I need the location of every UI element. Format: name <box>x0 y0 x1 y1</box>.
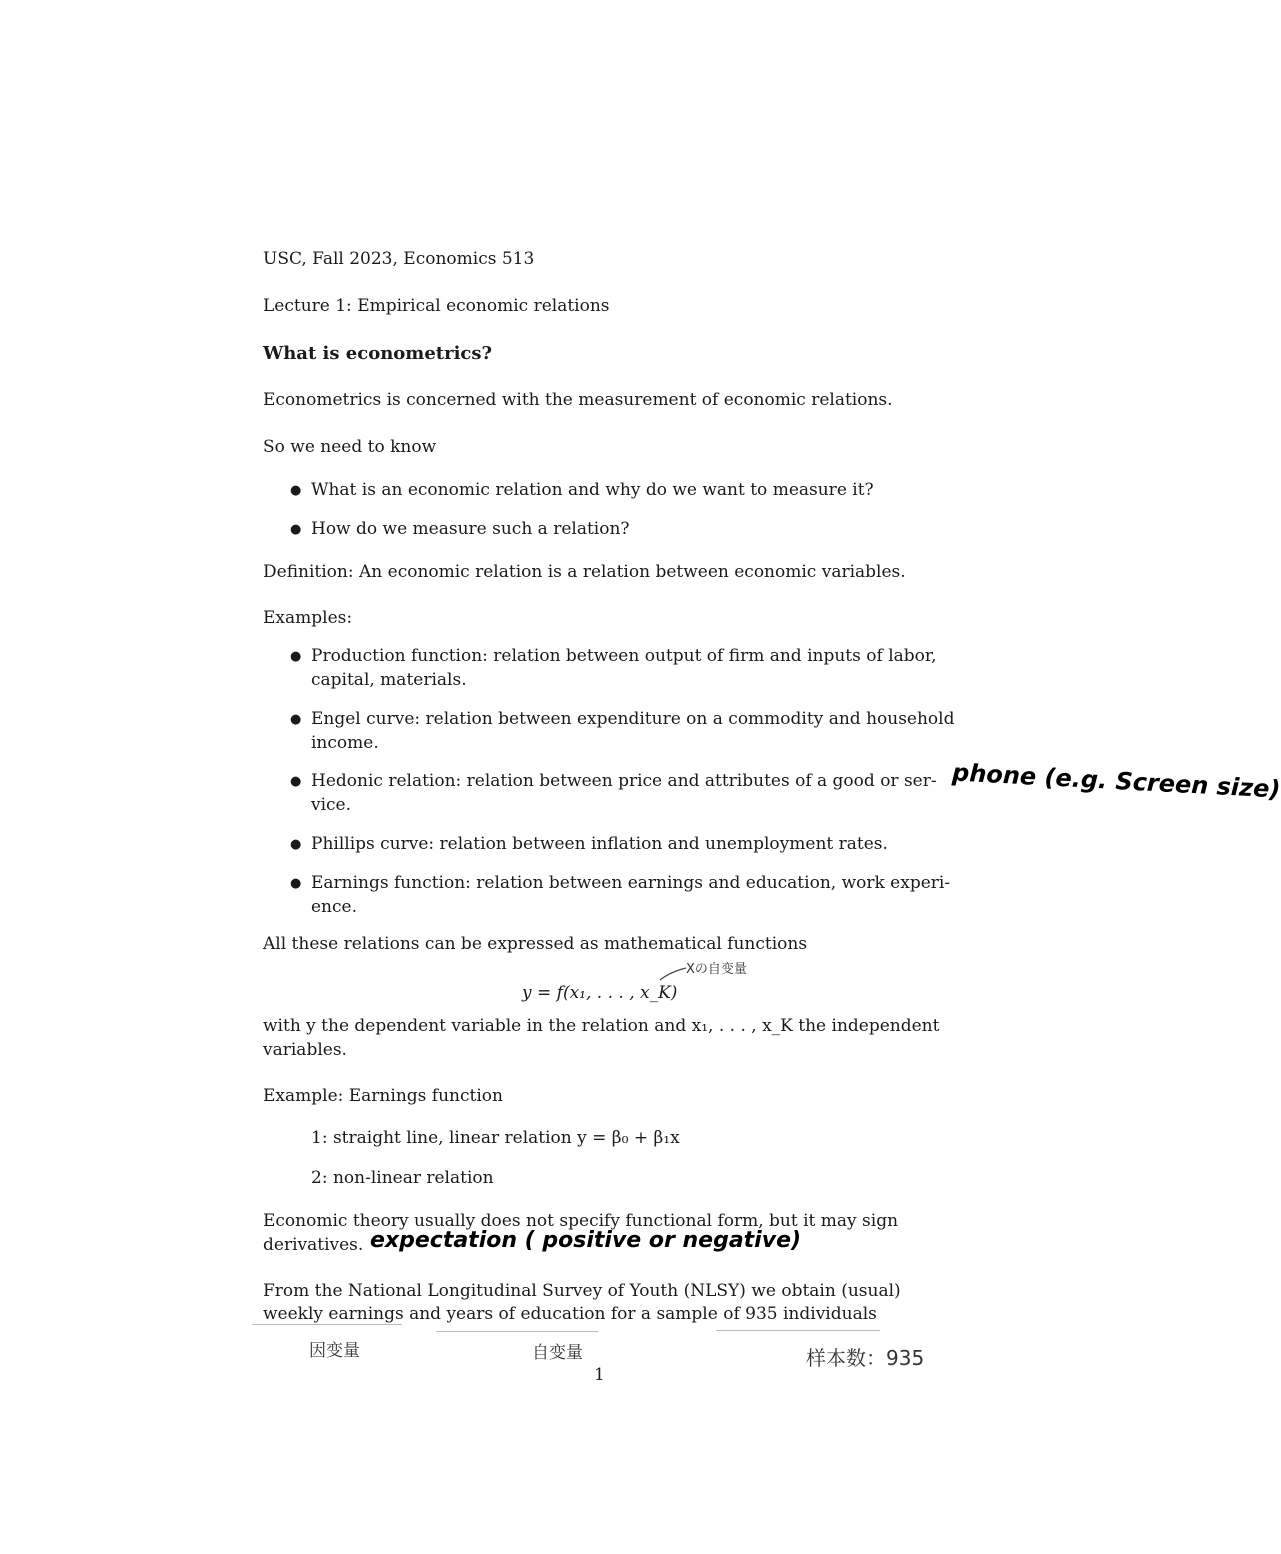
earnings-item: 1: straight line, linear relation y = β₀ + β₁x <box>311 1128 680 1148</box>
nlsy-text: From the National Longitudinal Survey of Youth (NLSY) we obtain (usual) <box>263 1281 901 1301</box>
handwritten-note-dependent: 因变量 <box>309 1341 360 1361</box>
course-title: USC, Fall 2023, Economics 513 <box>263 249 535 269</box>
example-line: Hedonic relation: relation between price and attributes of a good or ser- <box>311 771 937 791</box>
example-line: ence. <box>311 897 357 917</box>
underline <box>252 1324 402 1325</box>
list-item: How do we measure such a relation? <box>311 519 630 539</box>
example-line: Phillips curve: relation between inflation and unemployment rates. <box>311 834 888 854</box>
theory-text: derivatives. <box>263 1235 364 1255</box>
bullet-icon: ● <box>290 837 302 852</box>
functions-explain: variables. <box>263 1040 347 1060</box>
intro-paragraph: Econometrics is concerned with the measurement of economic relations. <box>263 390 893 410</box>
underline <box>716 1330 880 1331</box>
bullet-icon: ● <box>290 649 302 664</box>
list-item: What is an economic relation and why do we want to measure it? <box>311 480 874 500</box>
example-line: Production function: relation between output of firm and inputs of labor, <box>311 646 937 666</box>
examples-label: Examples: <box>263 608 353 628</box>
bullet-icon: ● <box>290 483 302 498</box>
bullet-icon: ● <box>290 712 302 727</box>
example-line: Engel curve: relation between expenditure on a commodity and household <box>311 709 955 729</box>
lecture-title: Lecture 1: Empirical economic relations <box>263 296 610 316</box>
definition: Definition: An economic relation is a relation between economic variables. <box>263 562 906 582</box>
functions-lead: All these relations can be expressed as mathematical functions <box>263 934 808 954</box>
handwritten-note-hedonic: phone (e.g. Screen size) <box>951 758 1281 804</box>
need-to-know-lead: So we need to know <box>263 437 437 457</box>
page-number: 1 <box>594 1365 605 1385</box>
nlsy-text: weekly earnings and years of education for a sample of 935 individuals <box>263 1304 877 1324</box>
functions-explain: with y the dependent variable in the relation and x₁, . . . , x_K the independent <box>263 1016 940 1036</box>
handwritten-note-equation: Xの自变量 <box>686 962 747 977</box>
handwritten-note-sample: 样本数：935 <box>806 1346 925 1370</box>
underline <box>436 1331 598 1332</box>
example-line: income. <box>311 733 379 753</box>
earnings-item: 2: non-linear relation <box>311 1168 494 1188</box>
theory-text: Economic theory usually does not specify functional form, but it may sign <box>263 1211 899 1231</box>
earnings-example-label: Example: Earnings function <box>263 1086 503 1106</box>
equation: y = f(x₁, . . . , x_K) <box>522 983 678 1003</box>
bullet-icon: ● <box>290 774 302 789</box>
handwritten-note-independent: 自变量 <box>532 1343 583 1363</box>
bullet-icon: ● <box>290 522 302 537</box>
bullet-icon: ● <box>290 876 302 891</box>
example-line: Earnings function: relation between earnings and education, work experi- <box>311 873 951 893</box>
example-line: capital, materials. <box>311 670 467 690</box>
section-heading: What is econometrics? <box>263 343 493 364</box>
handwritten-note-derivatives: expectation ( positive or negative) <box>370 1228 802 1253</box>
annotation-arrow-icon <box>658 966 688 982</box>
example-line: vice. <box>311 795 352 815</box>
